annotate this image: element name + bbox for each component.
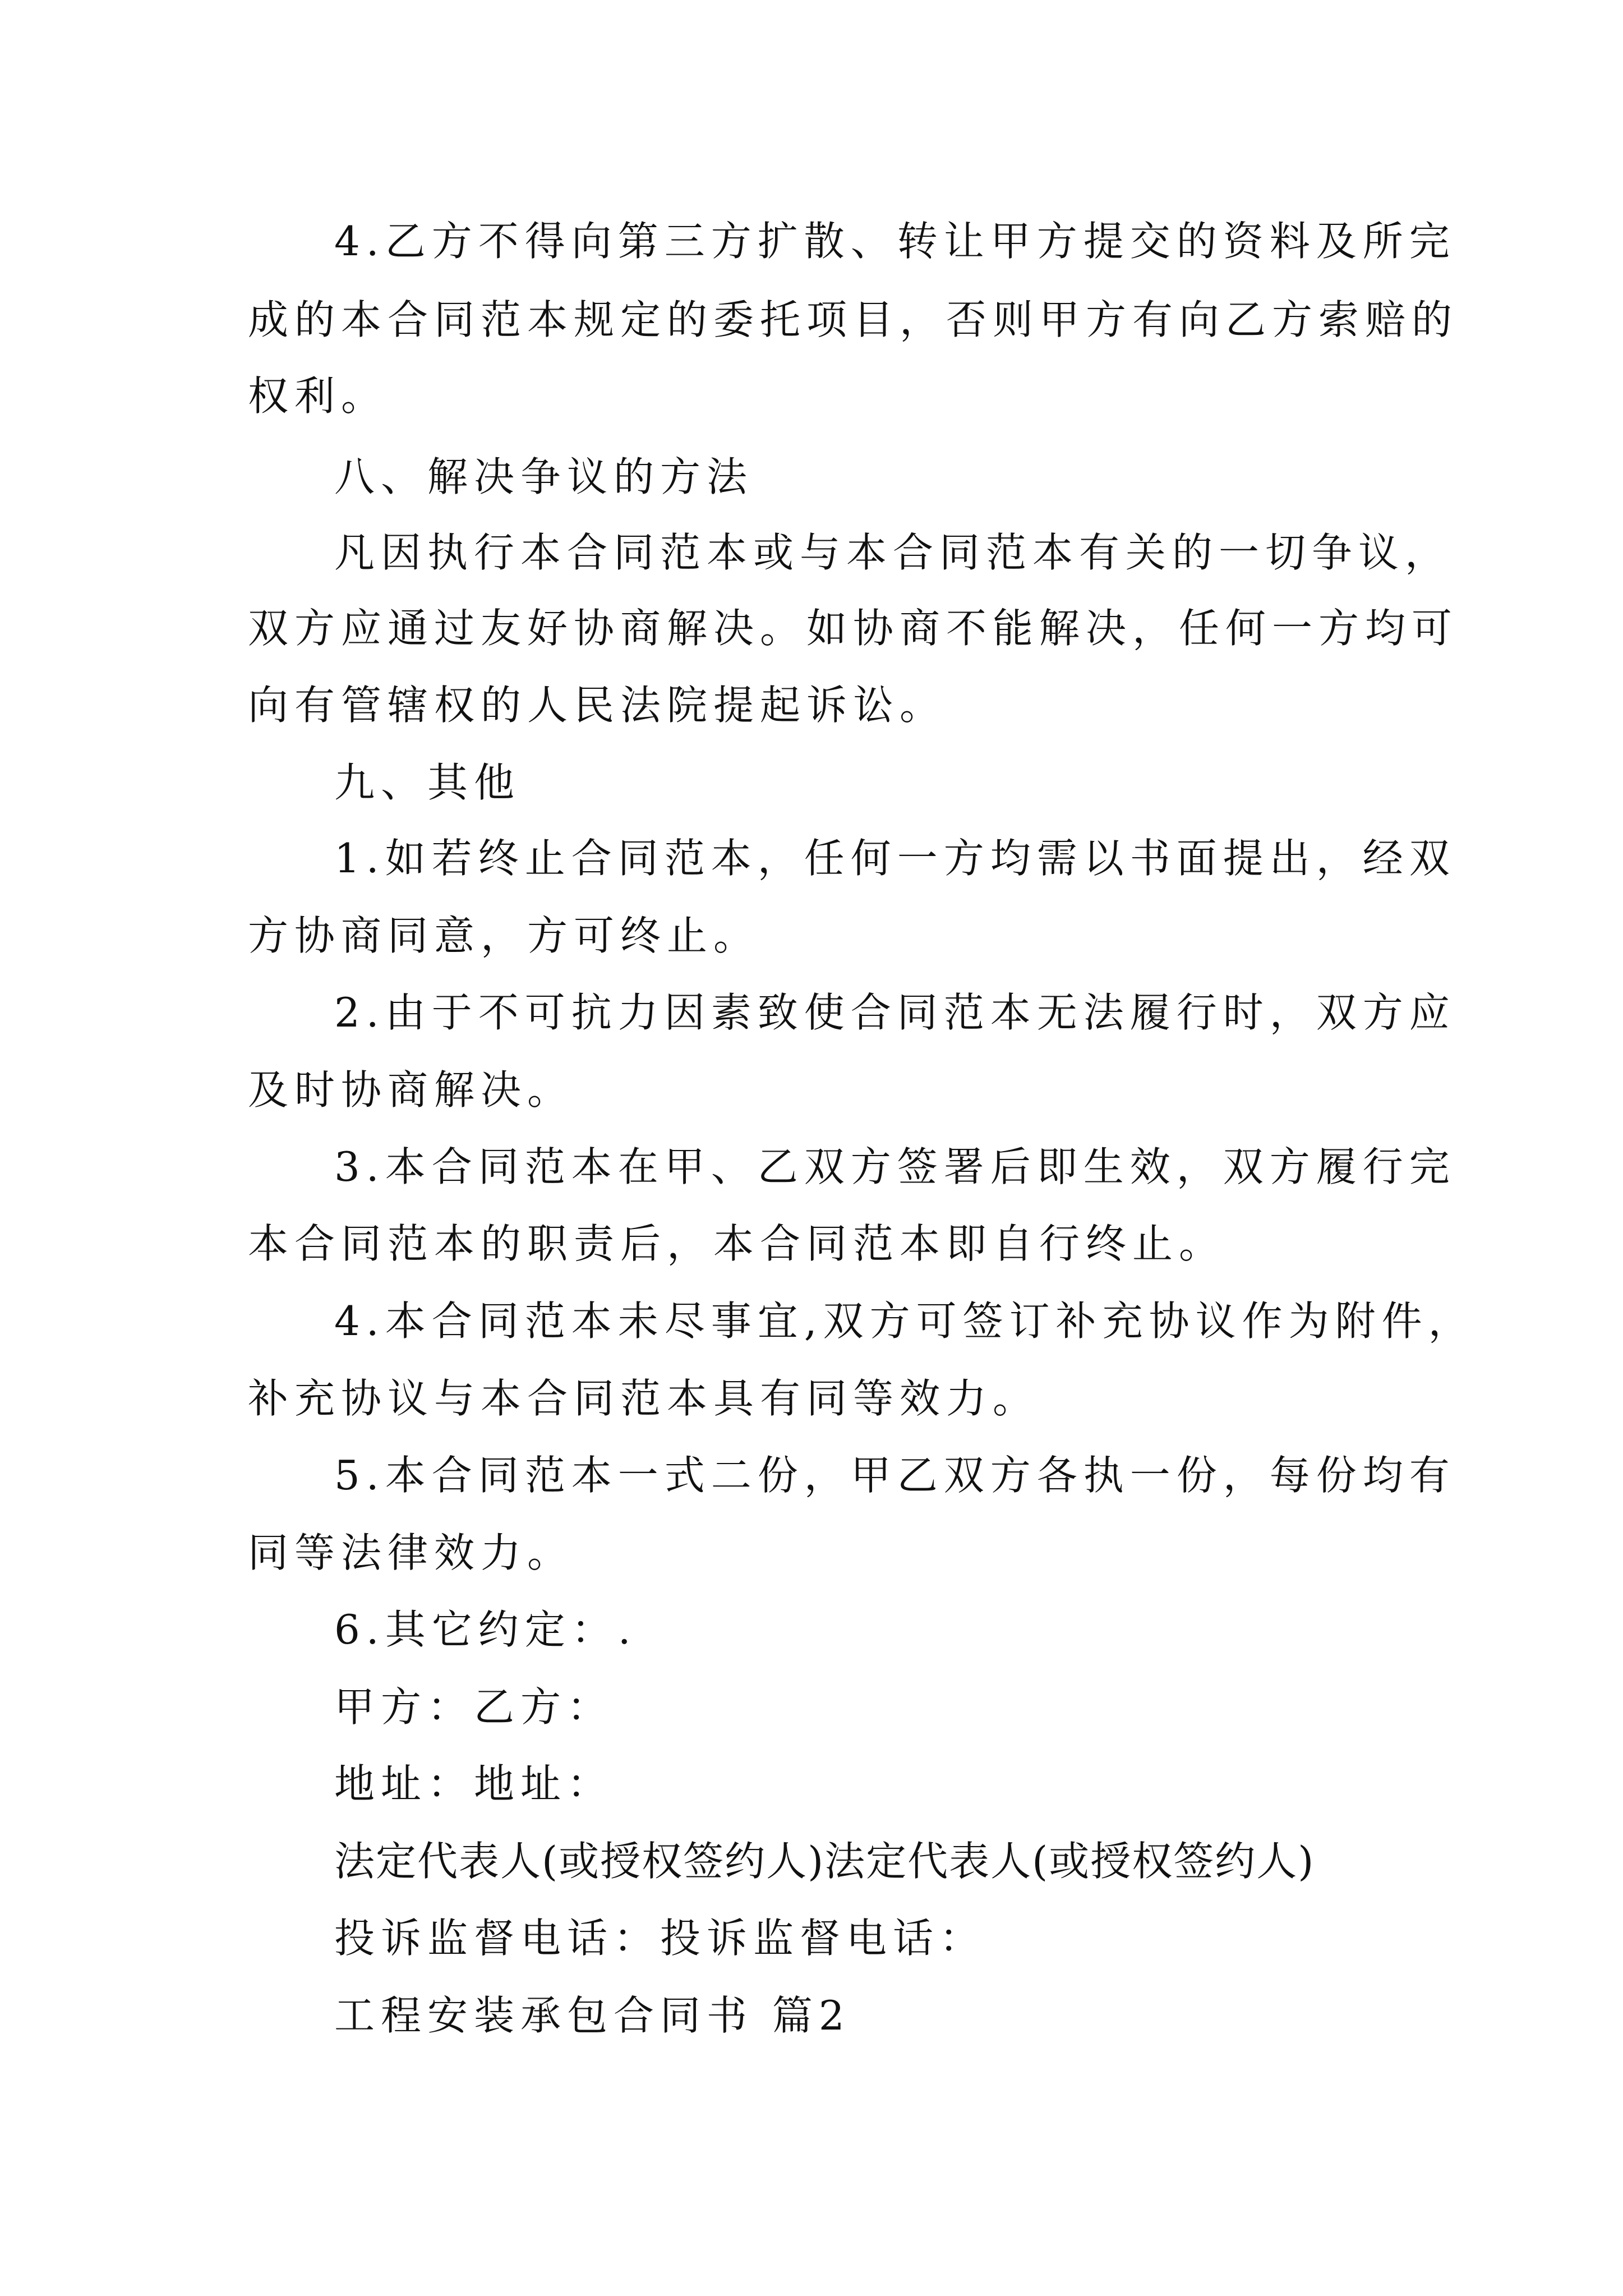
clause-9-2-line-2: 及时协商解决。 [248, 1066, 574, 1114]
clause-7-4-line-2: 成的本合同范本规定的委托项目，否则甲方有向乙方索赔的 [248, 296, 1459, 343]
signature-complaint-phone: 投诉监督电话：投诉监督电话： [334, 1915, 986, 1962]
signature-representative: 法定代表人(或授权签约人)法定代表人(或授权签约人) [334, 1838, 1315, 1885]
signature-address: 地址：地址： [334, 1760, 614, 1807]
clause-9-1-line-1: 1.如若终止合同范本，任何一方均需以书面提出，经双 [334, 835, 1456, 882]
clause-9-2-line-1: 2.由于不可抗力因素致使合同范本无法履行时，双方应 [334, 989, 1456, 1036]
clause-9-3-line-1: 3.本合同范本在甲、乙双方签署后即生效，双方履行完 [334, 1143, 1456, 1190]
clause-9-6: 6.其它约定：. [334, 1606, 637, 1653]
clause-9-4-line-2: 补充协议与本合同范本具有同等效力。 [248, 1375, 1040, 1422]
clause-9-3-line-2: 本合同范本的职责后，本合同范本即自行终止。 [248, 1220, 1226, 1267]
section-heading-other: 九、其他 [334, 759, 521, 806]
signature-parties: 甲方：乙方： [334, 1683, 614, 1731]
clause-9-5-line-1: 5.本合同范本一式二份，甲乙双方各执一份，每份均有 [334, 1452, 1456, 1499]
clause-9-1-line-2: 方协商同意，方可终止。 [248, 912, 760, 959]
clause-7-4-line-3: 权利。 [248, 372, 388, 420]
clause-7-4-line-1: 4.乙方不得向第三方扩散、转让甲方提交的资料及所完 [334, 218, 1456, 265]
dispute-paragraph-line-2: 双方应通过友好协商解决。如协商不能解决，任何一方均可 [248, 605, 1459, 652]
dispute-paragraph-line-1: 凡因执行本合同范本或与本合同范本有关的一切争议， [334, 529, 1452, 576]
dispute-paragraph-line-3: 向有管辖权的人民法院提起诉讼。 [248, 682, 947, 729]
next-article-title: 工程安装承包合同书 篇2 [334, 1992, 851, 2039]
section-heading-dispute-resolution: 八、解决争议的方法 [334, 453, 754, 500]
clause-9-4-line-1: 4.本合同范本未尽事宜,双方可签订补充协议作为附件， [334, 1297, 1475, 1345]
clause-9-5-line-2: 同等法律效力。 [248, 1529, 574, 1576]
